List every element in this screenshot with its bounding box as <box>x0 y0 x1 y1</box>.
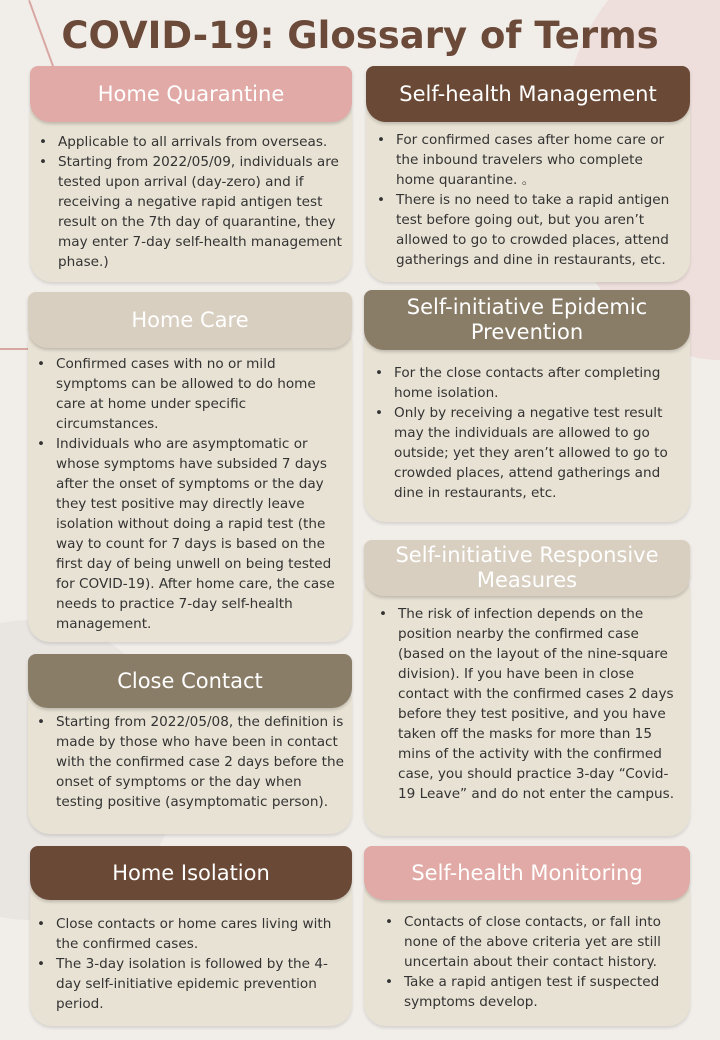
list-item: • For confirmed cases after home care or the inbound travelers who complete home quarantine. 。 <box>374 130 682 190</box>
card-heading: Self-initiative Epidemic Prevention <box>364 290 690 350</box>
card-heading: Home Isolation <box>30 846 352 900</box>
card-list <box>382 912 680 1012</box>
list-item: • Individuals who are asymptomatic or whose symptoms have subsided 7 days after the onset of symptoms or the day they test positive may directly leave isolation without doing a rapid test (the way to count for 7 days is based on the first day of being unwell on being tested for COVID-19). After home care, the case needs to practice 7-day self-health management. <box>34 434 346 634</box>
card-list <box>34 712 344 812</box>
list-item: • Take a rapid antigen test if suspected symptoms develop. <box>382 972 680 1012</box>
page-title: COVID-19: Glossary of Terms <box>61 14 659 57</box>
card-heading: Self-health Monitoring <box>364 846 690 900</box>
list-item: • There is no need to take a rapid antigen test before going out, but you aren’t allowed to go to crowded places, attend gatherings and dine in restaurants, etc. <box>374 190 682 270</box>
card-close-contact <box>28 654 352 834</box>
list-item: • The 3-day isolation is followed by the 4-day self-initiative epidemic prevention period. <box>34 954 344 1014</box>
card-list <box>34 354 346 634</box>
card-home-isolation <box>30 846 352 1026</box>
list-item: • The risk of infection depends on the position nearby the confirmed case (based on the layout of the nine-square division). If you have been in close contact with the confirmed cases 2 days before they test positive, and you have taken off the masks for more than 15 mins of the activity with the confirmed case, you should practice 3-day “Covid-19 Leave” and do not enter the campus. <box>376 604 680 804</box>
card-list <box>372 363 680 503</box>
list-item: • Applicable to all arrivals from overseas. <box>36 132 342 152</box>
card-home-care <box>28 292 352 642</box>
card-self-health-management <box>366 66 690 282</box>
card-list <box>376 604 680 804</box>
list-item: • Close contacts or home cares living with the confirmed cases. <box>34 914 344 954</box>
card-home-quarantine <box>30 66 352 282</box>
card-self-initiative-responsive-measures <box>364 540 690 836</box>
card-heading: Close Contact <box>28 654 352 708</box>
list-item: • Only by receiving a negative test result may the individuals are allowed to go outside; yet they aren’t allowed to go to crowded places, attend gatherings and dine in restaurants, etc. <box>372 403 680 503</box>
card-list <box>374 130 682 270</box>
list-item: • Contacts of close contacts, or fall into none of the above criteria yet are still uncertain about their contact history. <box>382 912 680 972</box>
card-heading: Home Care <box>28 292 352 348</box>
card-list <box>36 132 342 272</box>
card-list <box>34 914 344 1014</box>
list-item: • Starting from 2022/05/09, individuals are tested upon arrival (day-zero) and if receiving a negative rapid antigen test result on the 7th day of quarantine, they may enter 7-day self-health management phase.) <box>36 152 342 272</box>
card-heading: Self-health Management <box>366 66 690 122</box>
list-item: • Starting from 2022/05/08, the definition is made by those who have been in contact with the confirmed case 2 days before the onset of symptoms or the day when testing positive (asymptomatic person). <box>34 712 344 812</box>
list-item: • Confirmed cases with no or mild symptoms can be allowed to do home care at home under specific circumstances. <box>34 354 346 434</box>
card-heading: Self-initiative Responsive Measures <box>364 540 690 596</box>
card-self-initiative-epidemic-prevention <box>364 290 690 522</box>
card-self-health-monitoring <box>364 846 690 1026</box>
card-heading: Home Quarantine <box>30 66 352 122</box>
list-item: • For the close contacts after completing home isolation. <box>372 363 680 403</box>
